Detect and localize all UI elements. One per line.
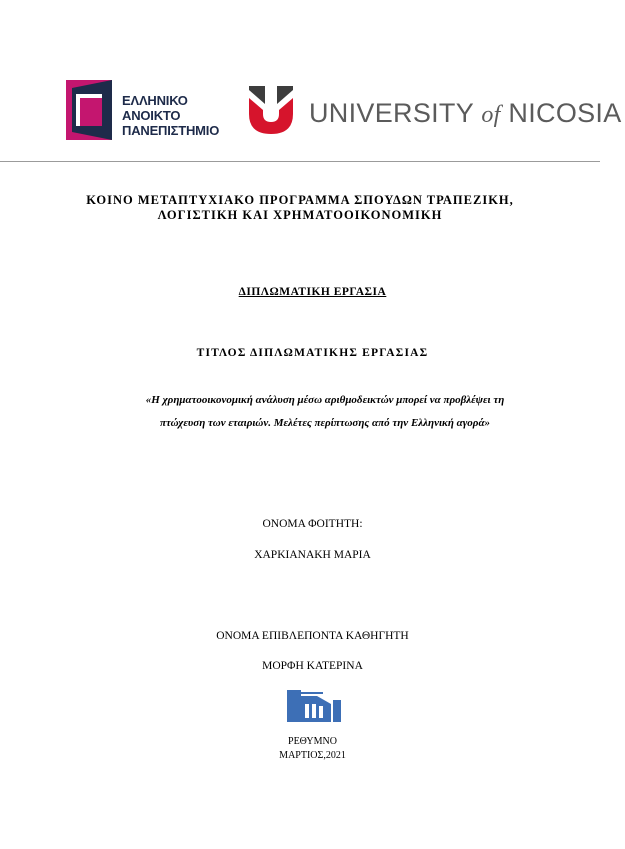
eap-logo [66,80,226,142]
thesis-title [40,389,610,435]
eap-logo-line-2: ΑΝΟΙΚΤΟ [122,108,181,123]
program-line-2: ΛΟΓΙΣΤΙΚΗ ΚΑΙ ΧΡΗΜΑΤΟΟΙΚΟΝΟΜΙΚΗ [157,208,443,222]
thesis-heading: ΔΙΠΛΩΜΑΤΙΚΗ ΕΡΓΑΣΙΑ [238,286,387,298]
supervisor-label: ΟΝΟΜΑ ΕΠΙΒΛΕΠΟΝΤΑ ΚΑΘΗΓΗΤΗ [216,630,409,642]
building-emblem-icon [287,690,341,722]
unic-logo [247,84,622,136]
unic-word-of: of [481,102,501,128]
logo-header [0,70,622,150]
program-name [40,193,560,223]
unic-word-university: UNIVERSITY [309,98,482,128]
eap-mark-icon [66,80,126,142]
eap-logo-text [122,93,219,138]
student-name: ΧΑΡΚΙΑΝΑΚΗ ΜΑΡΙΑ [254,549,371,561]
thesis-title-label: ΤΙΤΛΟΣ ΔΙΠΛΩΜΑΤΙΚΗΣ ΕΡΓΑΣΙΑΣ [196,347,429,359]
unic-word-nicosia: NICOSIA [500,98,622,128]
student-label: ΟΝΟΜΑ ΦΟΙΤΗΤΗ: [262,518,363,530]
eap-logo-line-3: ΠΑΝΕΠΙΣΤΗΜΙΟ [122,123,220,138]
unic-shield-icon [247,84,295,136]
footer-city: ΡΕΘΥΜΝΟ [288,736,337,747]
thesis-title-line-2: πτώχευση των εταιριών. Μελέτες περίπτωσης από την Ελληνική αγορά» [159,417,491,429]
footer-date: ΜΑΡΤΙΟΣ,2021 [279,750,346,761]
unic-wordmark [309,99,622,129]
header-divider [0,161,600,162]
thesis-title-line-1: «Η χρηματοοικονομική ανάλυση μέσω αριθμοδεικτών μπορεί να προβλέψει τη [145,394,505,406]
program-line-1: ΚΟΙΝΟ ΜΕΤΑΠΤΥΧΙΑΚΟ ΠΡΟΓΡΑΜΜΑ ΣΠΟΥΔΩΝ ΤΡΑΠΕΖΙΚΗ, [86,193,514,207]
eap-logo-line-1: ΕΛΛΗΝΙΚΟ [122,93,188,108]
supervisor-name: ΜΟΡΦΗ ΚΑΤΕΡΙΝΑ [262,660,363,672]
